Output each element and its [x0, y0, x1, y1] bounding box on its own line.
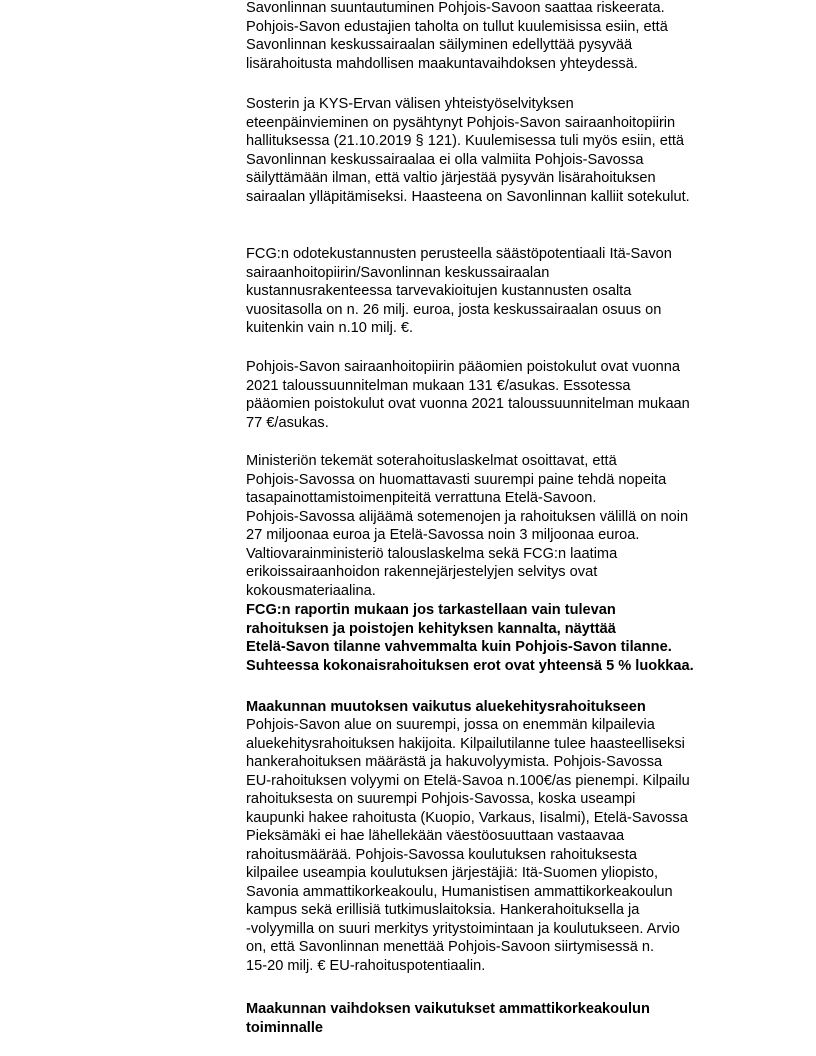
heading-line: Maakunnan muutoksen vaikutus aluekehitysrahoitukseen: [246, 699, 646, 715]
text-line: kustannusrakenteessa tarvevakioitujen kustannusten osalta: [246, 283, 632, 299]
paragraph-fcg-savings: [246, 245, 766, 338]
text-line: rahoituksesta on suurempi Pohjois-Savossa, koska useampi: [246, 791, 636, 807]
text-line: hallituksessa (21.10.2019 § 121). Kuulemisessa tuli myös esiin, että: [246, 133, 685, 149]
text-line: Suhteessa kokonaisrahoituksen erot ovat yhteensä 5 % luokkaa.: [246, 657, 694, 674]
text-line: Savonlinnan keskussairaalan säilyminen edellyttää pysyvää: [246, 37, 633, 53]
text-line: eteenpäinvieminen on pysähtynyt Pohjois-Savon sairaanhoitopiirin: [246, 114, 676, 131]
heading-line: toiminnalle: [246, 1019, 324, 1036]
text-line: 15-20 milj. € EU-rahoituspotentiaalin.: [246, 957, 486, 974]
paragraph-savonlinna-risk: [246, 0, 766, 73]
paragraph-cooperation-study: [246, 95, 766, 206]
text-line: 77 €/asukas.: [246, 414, 329, 431]
text-line: Savonia ammattikorkeakoulu, Humanistisen ammattikorkeakoulun: [246, 883, 673, 900]
text-line: kampus sekä erillisiä tutkimuslaitoksia. Hankerahoituksella ja: [246, 902, 640, 918]
text-line: EU-rahoituksen volyymi on Etelä-Savoa n.100€/as pienempi. Kilpailu: [246, 772, 690, 789]
text-line: Etelä-Savon tilanne vahvemmalta kuin Pohjois-Savon tilanne.: [246, 639, 672, 655]
text-line: Pieksämäki ei hae lähellekään väestöosuuttaan vastaavaa: [246, 828, 625, 844]
text-line: hankerahoituksen määrästä ja hakuvolyymista. Pohjois-Savossa: [246, 754, 663, 770]
text-line: kokousmateriaalina.: [246, 582, 376, 599]
paragraph-ministry-calculations: [246, 452, 766, 600]
text-line: Savonlinnan keskussairaalaa ei olla valmiita Pohjois-Savossa: [246, 151, 644, 168]
text-line: Sosterin ja KYS-Ervan välisen yhteistyöselvityksen: [246, 96, 574, 112]
text-line: tasapainottamistoimenpiteitä verrattuna Etelä-Savoon.: [246, 490, 597, 506]
text-line: -volyymilla on suuri merkitys yritystoimintaan ja koulutukseen. Arvio: [246, 920, 680, 937]
text-line: kuitenkin vain n.10 milj. €.: [246, 320, 414, 336]
text-line: Valtiovarainministeriö talouslaskelma sekä FCG:n laatima: [246, 545, 618, 562]
text-line: 27 miljoonaa euroa ja Etelä-Savossa noin 3 miljoonaa euroa.: [246, 527, 640, 543]
text-line: kilpailee useampia koulutuksen järjestäjiä: Itä-Suomen yliopisto,: [246, 865, 659, 881]
text-line: säilyttämään ilman, että valtio järjestää pysyvän lisärahoituksen: [246, 170, 656, 186]
text-line: Ministeriön tekemät soterahoituslaskelmat osoittavat, että: [246, 453, 617, 469]
text-line: Pohjois-Savossa alijäämä sotemenojen ja rahoituksen välillä on noin: [246, 508, 689, 525]
text-line: Savonlinnan suuntautuminen Pohjois-Savoon saattaa riskeerata.: [246, 0, 665, 16]
text-line: Pohjois-Savon sairaanhoitopiirin pääomien poistokulut ovat vuonna: [246, 359, 681, 375]
section-heading-regional-development: [246, 698, 766, 717]
text-line: Pohjois-Savossa on huomattavasti suurempi paine tehdä nopeita: [246, 471, 667, 488]
text-line: pääomien poistokulut ovat vuonna 2021 taloussuunnitelman mukaan: [246, 396, 690, 412]
text-line: FCG:n odotekustannusten perusteella säästöpotentiaali Itä-Savon: [246, 246, 672, 262]
text-line: Pohjois-Savon alue on suurempi, jossa on enemmän kilpailevia: [246, 717, 655, 733]
text-line: 2021 taloussuunnitelman mukaan 131 €/asukas. Essotessa: [246, 377, 631, 394]
text-line: lisärahoitusta mahdollisen maakuntavaihdoksen yhteydessä.: [246, 55, 638, 72]
heading-line: Maakunnan vaihdoksen vaikutukset ammattikorkeakoulun: [246, 1001, 650, 1017]
text-line: rahoituksen ja poistojen kehityksen kannalta, näyttää: [246, 620, 616, 637]
paragraph-regional-funding: [246, 716, 766, 975]
text-line: erikoissairaanhoidon rakennejärjestelyjen selvitys ovat: [246, 564, 598, 580]
text-line: rahoitusmäärää. Pohjois-Savossa koulutuksen rahoituksesta: [246, 846, 638, 863]
text-line: Pohjois-Savon edustajien taholta on tullut kuulemisissa esiin, että: [246, 18, 668, 35]
text-line: kaupunki hakee rahoitusta (Kuopio, Varkaus, Iisalmi), Etelä-Savossa: [246, 809, 688, 826]
paragraph-depreciation: [246, 358, 766, 432]
text-line: vuositasolla on n. 26 milj. euroa, josta keskussairaalan osuus on: [246, 301, 662, 318]
section-heading-uas-impacts: [246, 1000, 766, 1037]
text-line: sairaanhoitopiirin/Savonlinnan keskussairaalan: [246, 264, 550, 281]
text-line: sairaalan ylläpitämiseksi. Haasteena on Savonlinnan kalliit sotekulut.: [246, 188, 690, 205]
text-line: FCG:n raportin mukaan jos tarkastellaan vain tulevan: [246, 602, 616, 618]
paragraph-fcg-report-emphasis: [246, 601, 766, 675]
text-line: aluekehitysrahoituksen hakijoita. Kilpailutilanne tulee haasteelliseksi: [246, 735, 685, 752]
text-line: on, että Savonlinnan menettää Pohjois-Savoon siirtymisessä n.: [246, 939, 655, 955]
